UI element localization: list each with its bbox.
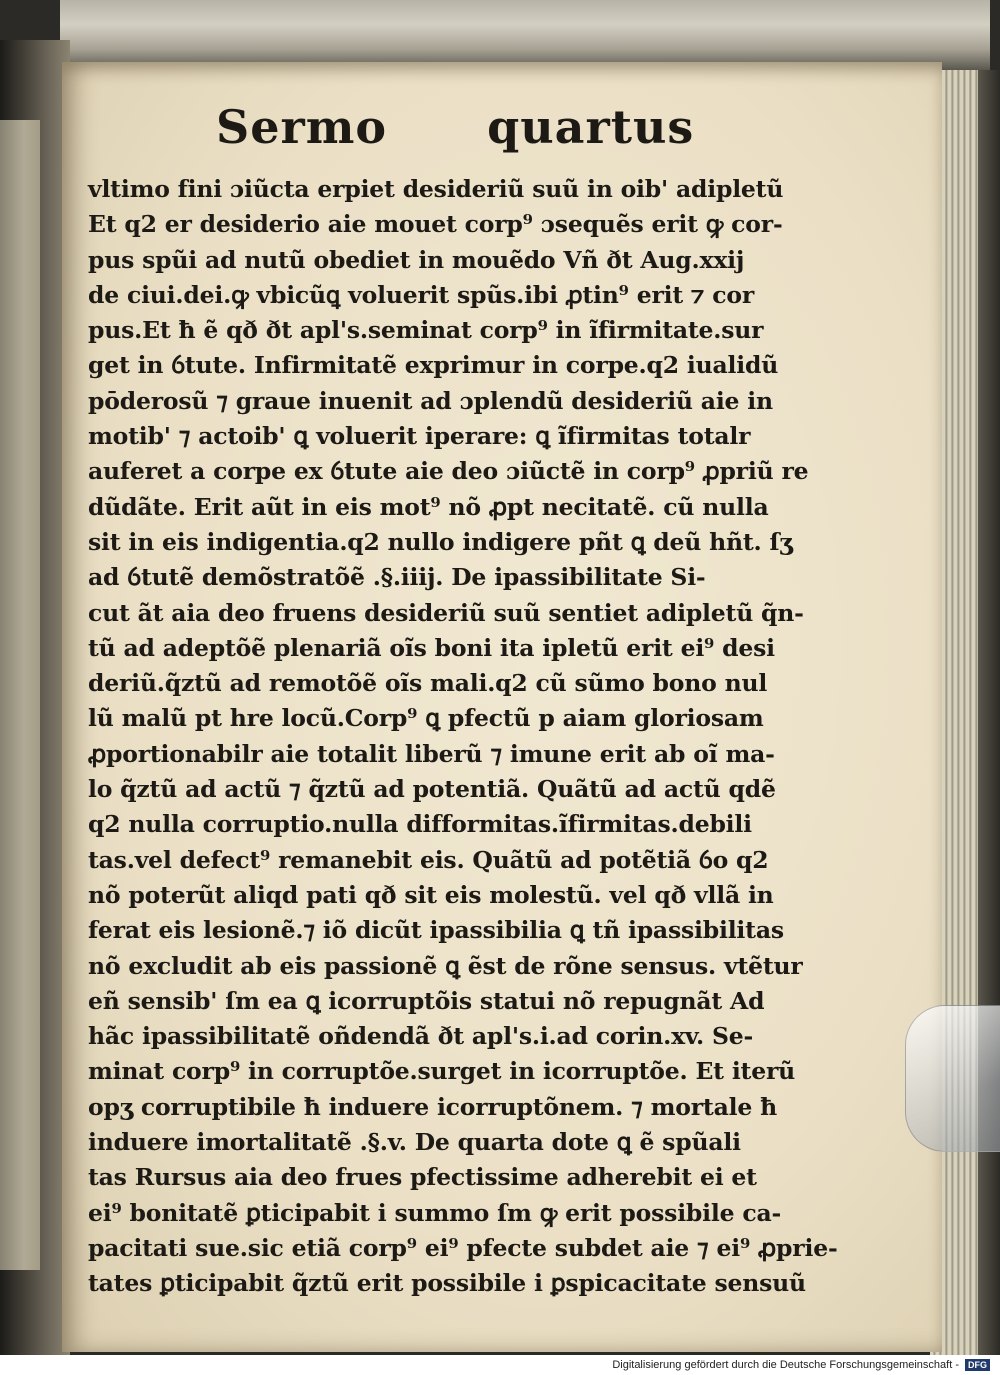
text-line: motib' ⁊ actoib' ꝗ voluerit iperare: ꝗ ĩfirmitas totalr	[88, 422, 751, 451]
text-line: pus.Et ħ ẽ qð ðt apl's.seminat corp⁹ in ĩfirmitate.sur	[88, 316, 764, 345]
text-line: ferat eis lesionẽ.⁊ iõ dicũt ipassibilia ꝗ tñ ipassibilitas	[88, 916, 784, 945]
text-lines	[88, 172, 838, 1302]
facing-page-edge	[0, 120, 40, 1270]
text-line: dũdãte. Erit aũt in eis mot⁹ nõ ꝓpt necitatẽ. cũ nulla	[88, 492, 769, 521]
text-line: tas.vel defect⁹ remanebit eis. Quãtũ ad potẽtiã ỽo q2	[88, 845, 769, 874]
text-line: nõ excludit ab eis passionẽ ꝗ ẽst de rõne sensus. vtẽtur	[88, 951, 803, 980]
text-line: deriũ.q̃ztũ ad remotõẽ oĩs mali.q2 cũ sũmo bono nul	[88, 669, 768, 698]
book-cover-edge	[978, 70, 1000, 1355]
page-text	[88, 100, 838, 1302]
text-line: hãc ipassibilitatẽ oñdendã ðt apl's.i.ad corin.xv. Se-	[88, 1022, 754, 1051]
text-line: minat corp⁹ in corruptõe.surget in icorruptõe. Et iterũ	[88, 1057, 796, 1086]
text-line: pus spũi ad nutũ obediet in mouẽdo Vñ ðt Aug.xxij	[88, 245, 745, 274]
text-line: vltimo fini ɔiũcta erpiet desideriũ suũ in oib' adipletũ	[88, 175, 784, 203]
text-line: eñ sensib' ſm ea ꝗ icorruptõis statui nõ repugnãt Ad	[88, 986, 765, 1015]
text-line: pacitati sue.sic etiã corp⁹ ei⁹ pfecte subdet aie ⁊ ei⁹ ꝓprie-	[88, 1233, 838, 1262]
text-line: Et q2 er desiderio aie mouet corp⁹ ɔsequẽs erit ꝙ cor-	[88, 210, 783, 239]
footer-bar	[0, 1355, 1000, 1375]
text-line: sit in eis indigentia.q2 nullo indigere pñt ꝗ deũ hñt. ſʒ	[88, 527, 793, 556]
book-top-edge	[60, 0, 990, 70]
text-line: ad ỽtutẽ demõstratõẽ .§.iiij. De ipassibilitate Si-	[88, 563, 706, 592]
text-line: q2 nulla corruptio.nulla difformitas.ĩfirmitas.debili	[88, 810, 752, 839]
running-head-right: quartus	[487, 100, 695, 154]
text-line: lũ malũ pt hre locũ.Corp⁹ ꝗ pfectũ p aiam gloriosam	[88, 704, 764, 733]
text-line: pōderosũ ⁊ graue inuenit ad ɔplendũ desideriũ aie in	[88, 386, 773, 415]
text-line: ei⁹ bonitatẽ ꝑticipabit i summo ſm ꝙ erit possibile ca-	[88, 1198, 782, 1227]
text-line: lo q̃ztũ ad actũ ⁊ q̃ztũ ad potentiã. Quãtũ ad actũ qdẽ	[88, 775, 776, 804]
page-clip	[905, 1005, 1000, 1152]
funding-credit: Digitalisierung gefördert durch die Deutsche Forschungsgemeinschaft -	[612, 1359, 959, 1371]
text-line: tas Rursus aia deo frues pfectissime adherebit ei et	[88, 1163, 757, 1192]
text-line: de ciui.dei.ꝙ vbicũꝗ voluerit spũs.ibi ꝓtin⁹ erit ⁊ cor	[88, 280, 755, 309]
running-head	[88, 100, 788, 166]
text-line: opʒ corruptibile ħ induere icorruptõnem. ⁊ mortale ħ	[88, 1092, 777, 1121]
running-head-left: Sermo	[216, 100, 388, 154]
text-line: ꝓportionabilr aie totalit liberũ ⁊ imune erit ab oĩ ma-	[88, 739, 775, 768]
text-line: induere imortalitatẽ .§.v. De quarta dote ꝗ ẽ spũali	[88, 1128, 741, 1157]
text-line: get in ỽtute. Infirmitatẽ exprimur in corpe.q2 iualidũ	[88, 351, 779, 380]
dfg-logo: DFG	[965, 1359, 990, 1371]
text-line: tates ꝑticipabit q̃ztũ erit possibile i ꝑspicacitate sensuũ	[88, 1269, 806, 1298]
text-line: auferet a corpe ex ỽtute aie deo ɔiũctẽ in corp⁹ ꝓpriũ re	[88, 457, 809, 486]
text-line: nõ poterũt aliqd pati qð sit eis molestũ. vel qð vllã in	[88, 880, 774, 909]
text-line: tũ ad adeptõẽ plenariã oĩs boni ita ipletũ erit ei⁹ desi	[88, 633, 775, 662]
text-line: cut ãt aia deo fruens desideriũ suũ sentiet adipletũ q̃n-	[88, 598, 804, 627]
